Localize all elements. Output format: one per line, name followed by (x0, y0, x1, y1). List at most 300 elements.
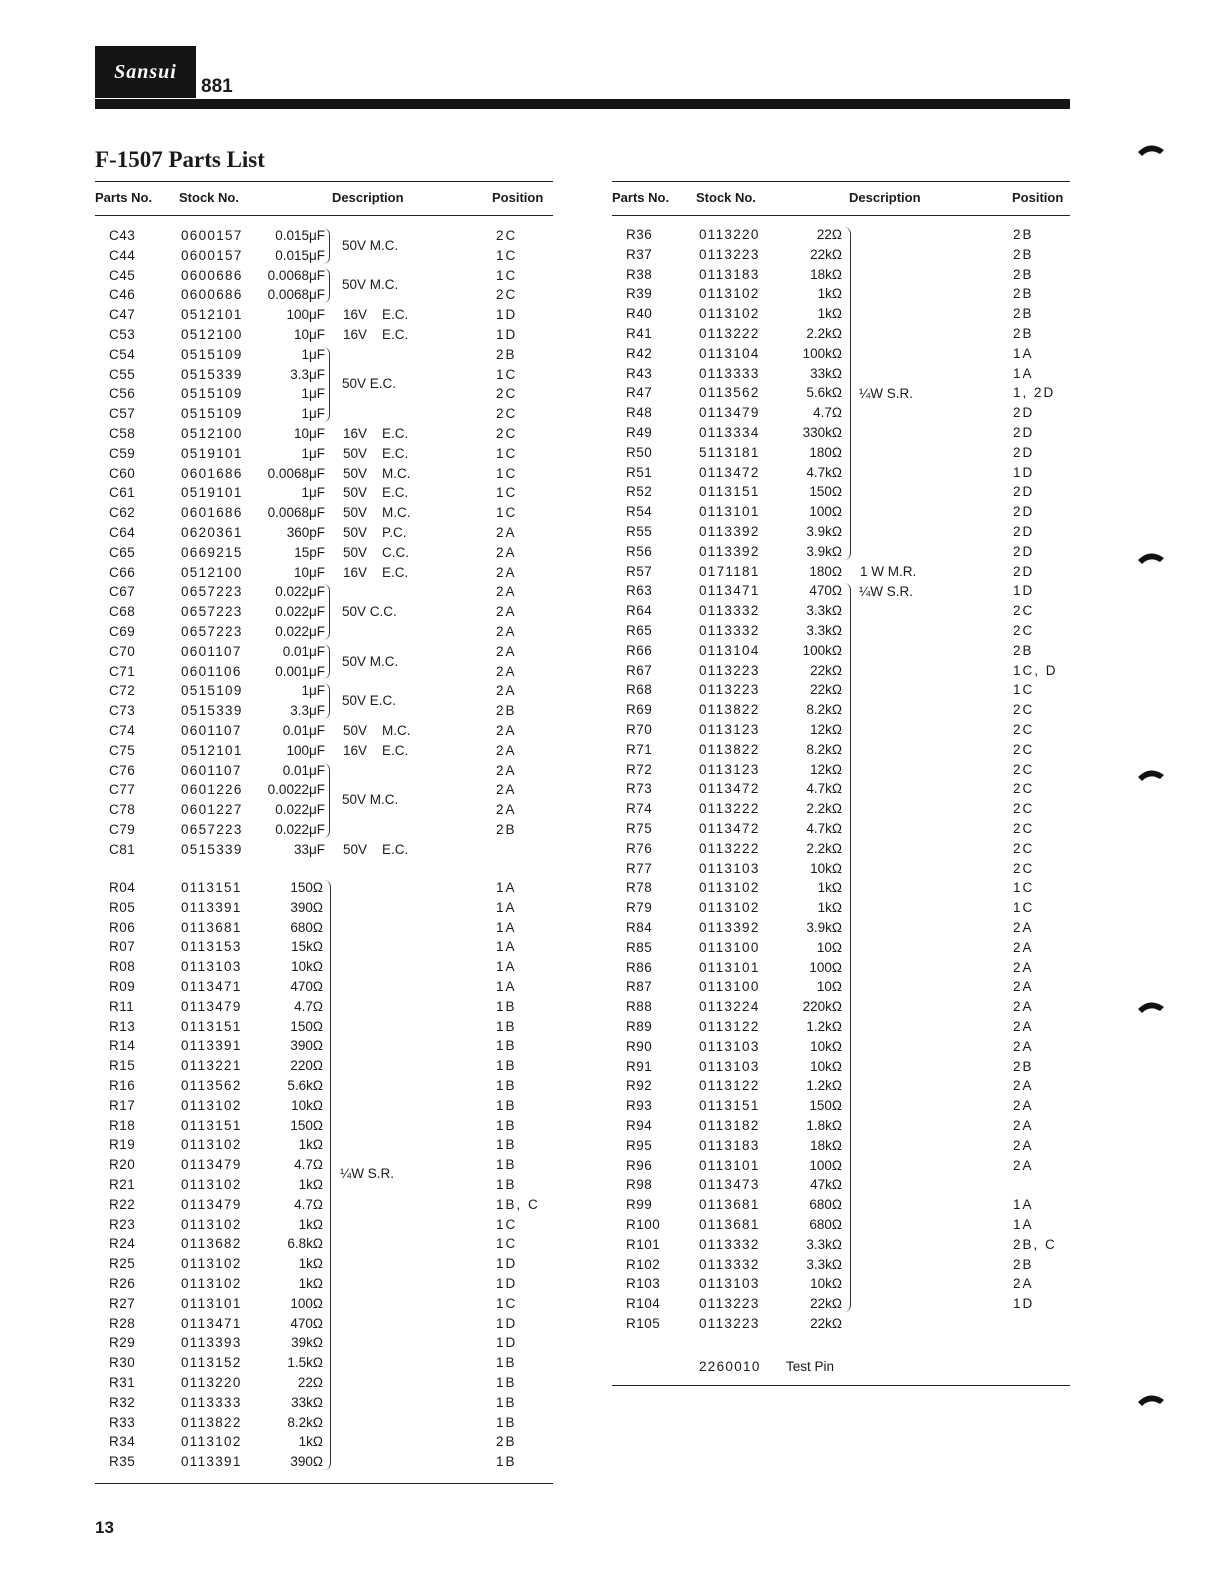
value: 0.015μF (275, 228, 325, 243)
value: 0.0068μF (267, 267, 325, 283)
stock-no: 0113102 (181, 1434, 242, 1450)
stock-no: 0519101 (181, 485, 243, 501)
position: 1B (496, 1394, 517, 1410)
part-no: R09 (109, 979, 136, 994)
table-row (612, 1017, 1070, 1037)
table-row (612, 1255, 1070, 1275)
position: 1B (496, 998, 517, 1014)
stock-no: 0512100 (181, 327, 243, 342)
value: 10kΩ (291, 1097, 323, 1113)
group-brace (323, 880, 331, 1470)
value: 3.3kΩ (806, 1256, 842, 1272)
table-header-rule (95, 215, 553, 216)
position: 2C (1013, 781, 1035, 797)
table-row (612, 1294, 1070, 1314)
position: 2C (1013, 702, 1035, 718)
position: 1C (496, 1236, 518, 1252)
table-row (95, 543, 553, 563)
stock-no: 5113181 (699, 444, 760, 460)
value: 3.3kΩ (806, 623, 842, 638)
brand-name: Sansui (114, 60, 177, 83)
part-no: R98 (626, 1177, 653, 1193)
table-row (612, 601, 1070, 621)
table-row (612, 482, 1070, 502)
position: 2A (1013, 979, 1034, 995)
value: 8.2kΩ (806, 702, 842, 718)
position: 2D (1013, 504, 1035, 520)
position: 2A (496, 782, 517, 798)
position: 2A (1013, 1157, 1034, 1173)
rating: 16V (343, 564, 368, 580)
position: 1B (496, 1414, 517, 1430)
group-brace (321, 228, 330, 264)
position: 1B (496, 1078, 517, 1093)
part-no: C58 (109, 426, 136, 441)
value: 18kΩ (810, 1137, 842, 1153)
table-row (612, 839, 1070, 859)
stock-no: 0512100 (181, 426, 243, 441)
part-no: R04 (109, 880, 136, 895)
stock-no: 0113681 (699, 1197, 760, 1213)
position: 1B (496, 1097, 517, 1113)
part-no: R36 (626, 227, 653, 242)
stock-no: 0113393 (181, 1335, 242, 1351)
table-row (612, 819, 1070, 839)
part-no: R84 (626, 920, 653, 935)
table-header-rule (612, 215, 1070, 216)
part-no: R41 (626, 326, 653, 341)
value: 100Ω (809, 504, 842, 520)
table-row (612, 324, 1070, 344)
part-no: R91 (626, 1058, 653, 1074)
part-no: C76 (109, 762, 136, 778)
table-row (612, 403, 1070, 423)
part-no: R76 (626, 840, 653, 856)
part-no: C55 (109, 366, 136, 382)
part-no: R31 (109, 1375, 136, 1390)
stock-no: 0113333 (699, 365, 760, 381)
left-parts-table (95, 181, 553, 1487)
part-no: R40 (626, 306, 653, 322)
table-row (612, 1116, 1070, 1136)
value: 10μF (293, 327, 325, 342)
part-no: R65 (626, 623, 653, 638)
table-row (612, 898, 1070, 918)
stock-no: 0113332 (699, 1236, 760, 1252)
value: 1kΩ (817, 880, 842, 896)
part-no: R42 (626, 345, 653, 361)
group-label: 50V E.C. (342, 376, 397, 392)
value: 330kΩ (802, 425, 842, 440)
value: 33μF (293, 841, 325, 857)
binder-mark-icon (1136, 140, 1166, 164)
test-pin-row (612, 1357, 1070, 1377)
type: E.C. (382, 841, 409, 857)
rating: 16V (343, 426, 368, 441)
value: 1kΩ (817, 286, 842, 302)
value: 8.2kΩ (806, 741, 842, 757)
position: 1D (1013, 1296, 1035, 1312)
position: 2C (1013, 761, 1035, 777)
position: 2D (1013, 444, 1035, 460)
part-no: R54 (626, 504, 653, 520)
position: 1B (496, 1454, 517, 1470)
stock-no: 0657223 (181, 822, 243, 837)
value: 1kΩ (298, 1177, 323, 1192)
stock-no: 0113102 (181, 1256, 242, 1272)
type: M.C. (382, 723, 411, 738)
position: 2C (496, 426, 518, 441)
stock-no: 0113102 (699, 880, 760, 896)
group-label: ¼W S.R. (859, 386, 914, 402)
stock-no: 0113122 (699, 1078, 760, 1094)
part-no: R66 (626, 642, 653, 658)
stock-no: 0113472 (699, 464, 760, 480)
position: 2A (496, 604, 517, 620)
stock-no: 0113471 (181, 1315, 242, 1331)
stock-no: 0113104 (699, 642, 760, 658)
stock-no: 0620361 (181, 525, 243, 540)
rating: 50V (343, 723, 368, 738)
value: 0.022μF (275, 584, 325, 600)
part-no: C46 (109, 287, 136, 303)
position: 2C (1013, 722, 1035, 737)
value: 2.2kΩ (806, 326, 842, 341)
position: 1C (496, 366, 518, 382)
part-no: R71 (626, 741, 653, 757)
group-label: 50V M.C. (342, 792, 399, 808)
stock-no: 0113223 (699, 682, 760, 698)
position: 2D (1013, 524, 1035, 539)
stock-no: 0601107 (181, 762, 242, 778)
part-no: R29 (109, 1335, 136, 1351)
position: 1A (496, 880, 517, 895)
position: 1B (496, 1355, 517, 1371)
table-row (95, 563, 553, 583)
stock-no: 0113183 (699, 1137, 760, 1153)
stock-no: 0113333 (181, 1394, 242, 1410)
value: 5.6kΩ (806, 385, 842, 401)
value: 47kΩ (810, 1177, 842, 1193)
group-label: 50V C.C. (342, 604, 397, 620)
value: 22kΩ (810, 1316, 842, 1331)
stock-no: 0113101 (699, 1157, 760, 1173)
stock-no: 0515339 (181, 703, 243, 719)
value: 10Ω (816, 979, 842, 995)
inline-rating: 1 W M.R. (860, 563, 917, 579)
table-row (95, 523, 553, 543)
value: 12kΩ (810, 761, 842, 777)
group-brace (321, 347, 330, 422)
part-no: R72 (626, 761, 653, 777)
stock-no: 0113472 (699, 781, 760, 797)
value: 10μF (293, 564, 325, 580)
position: 1, 2D (1013, 385, 1056, 401)
part-no: R55 (626, 524, 653, 539)
group-label: 50V M.C. (342, 653, 399, 669)
stock-no: 0113100 (699, 939, 760, 955)
binder-mark-icon (1136, 548, 1166, 572)
position: 2B (1013, 246, 1034, 262)
stock-no: 0601107 (181, 643, 242, 659)
position: 2B (1013, 286, 1034, 302)
col-description: Description (849, 190, 921, 205)
position: 1B (496, 1117, 517, 1133)
value: 1kΩ (298, 1137, 323, 1153)
position: 2A (1013, 920, 1034, 935)
value: 3.9kΩ (806, 920, 842, 935)
part-no: R34 (109, 1434, 136, 1450)
stock-no: 0113151 (699, 484, 760, 500)
value: 2.2kΩ (806, 801, 842, 817)
table-bottom-rule (612, 1385, 1070, 1386)
value: 10kΩ (810, 1276, 842, 1292)
stock-no: 0113102 (699, 286, 760, 302)
part-no: R07 (109, 939, 136, 955)
position: 1C (1013, 900, 1035, 916)
description: Test Pin (786, 1359, 835, 1374)
value: 2.2kΩ (806, 840, 842, 856)
table-row (612, 383, 1070, 403)
table-row (95, 325, 553, 345)
col-stock-no: Stock No. (179, 190, 239, 205)
value: 1μF (301, 406, 325, 422)
value: 33kΩ (291, 1394, 323, 1410)
position: 2C (496, 386, 518, 402)
stock-no: 0113222 (699, 840, 760, 856)
right-parts-table (612, 181, 1070, 1391)
stock-no: 0601686 (181, 465, 243, 481)
stock-no: 0512101 (181, 742, 243, 758)
value: 4.7Ω (813, 405, 842, 421)
table-row (612, 878, 1070, 898)
part-no: R105 (626, 1316, 661, 1331)
part-no: R101 (626, 1236, 661, 1252)
stock-no: 0515339 (181, 366, 243, 382)
col-parts-no: Parts No. (95, 190, 153, 205)
type: E.C. (382, 564, 409, 580)
value: 180Ω (809, 563, 842, 579)
value: 3.3μF (290, 703, 325, 719)
part-no: R67 (626, 662, 653, 678)
part-no: R37 (626, 246, 653, 262)
part-no: R57 (626, 563, 653, 579)
value: 1kΩ (817, 900, 842, 916)
rating: 16V (343, 742, 368, 758)
group-brace (844, 583, 851, 1312)
table-row (612, 661, 1070, 681)
position: 1C, D (1013, 662, 1058, 678)
part-no: R23 (109, 1216, 136, 1232)
position: 1B (496, 1137, 517, 1153)
part-no: C47 (109, 307, 136, 323)
position: 2B (496, 346, 517, 362)
position: 1C (496, 445, 518, 461)
value: 1.5kΩ (287, 1355, 323, 1371)
value: 1kΩ (817, 306, 842, 322)
stock-no: 0113183 (699, 266, 760, 282)
table-row (612, 1175, 1070, 1195)
table-row (612, 522, 1070, 542)
table-row (612, 463, 1070, 483)
value: 1μF (301, 683, 325, 699)
stock-no: 0113151 (181, 1117, 242, 1133)
value: 8.2kΩ (287, 1414, 323, 1430)
stock-no: 0113822 (699, 702, 760, 718)
stock-no: 0113332 (699, 623, 760, 638)
position: 2A (496, 564, 517, 580)
value: 1μF (301, 485, 325, 501)
table-row (612, 740, 1070, 760)
value: 0.01μF (282, 762, 325, 778)
part-no: C69 (109, 624, 136, 639)
part-no: R94 (626, 1118, 653, 1133)
position: 2A (1013, 1118, 1034, 1133)
col-parts-no: Parts No. (612, 190, 670, 205)
part-no: C60 (109, 465, 136, 481)
stock-no: 0113101 (181, 1295, 242, 1311)
position: 1B (496, 1018, 517, 1034)
position: 1A (1013, 1217, 1034, 1232)
part-no: R86 (626, 959, 653, 975)
stock-no: 0113102 (699, 900, 760, 916)
part-no: R90 (626, 1038, 653, 1054)
part-no: R38 (626, 266, 653, 282)
part-no: C79 (109, 822, 136, 837)
stock-no: 0512101 (181, 307, 243, 323)
stock-no: 0113153 (181, 939, 242, 955)
value: 3.3kΩ (806, 603, 842, 619)
stock-no: 0113220 (699, 227, 760, 242)
part-no: R11 (109, 998, 135, 1014)
type: C.C. (382, 544, 409, 560)
position: 1A (496, 959, 517, 975)
part-no: R18 (109, 1117, 136, 1133)
part-no: C71 (109, 663, 136, 679)
part-no: R32 (109, 1394, 136, 1410)
table-row (95, 464, 553, 484)
rating: 50V (343, 465, 368, 481)
position: 2B (1013, 326, 1034, 341)
position: 2A (1013, 1137, 1034, 1153)
part-no: R100 (626, 1217, 661, 1232)
value: 10μF (293, 426, 325, 441)
value: 22kΩ (810, 682, 842, 698)
position: 1A (1013, 1197, 1034, 1213)
stock-no: 0601227 (181, 802, 243, 818)
position: 2A (496, 624, 517, 639)
type: E.C. (382, 307, 409, 323)
position: 1D (496, 307, 518, 323)
position: 1A (1013, 365, 1034, 381)
part-no: R70 (626, 722, 653, 737)
position: 2D (1013, 563, 1035, 579)
value: 390Ω (290, 1454, 323, 1470)
stock-no: 0113562 (181, 1078, 242, 1093)
table-row (612, 1215, 1070, 1235)
stock-no: 0113103 (699, 1058, 760, 1074)
part-no: R79 (626, 900, 653, 916)
value: 0.015μF (275, 247, 325, 263)
stock-no: 0113473 (699, 1177, 760, 1193)
group-label: ¼W S.R. (859, 584, 914, 600)
value: 3.3μF (290, 366, 325, 382)
stock-no: 0113102 (181, 1137, 242, 1153)
part-no: R102 (626, 1256, 661, 1272)
value: 39kΩ (291, 1335, 323, 1351)
position: 2B (496, 822, 517, 837)
value: 1.2kΩ (806, 1019, 842, 1034)
table-bottom-rule (95, 1483, 553, 1484)
part-no: R50 (626, 444, 653, 460)
part-no: R92 (626, 1078, 653, 1094)
value: 10Ω (816, 939, 842, 955)
part-no: R14 (109, 1038, 136, 1054)
table-row (95, 305, 553, 325)
part-no: R89 (626, 1019, 653, 1034)
part-no: C54 (109, 346, 136, 362)
part-no: R88 (626, 999, 653, 1015)
group-brace (321, 644, 330, 680)
value: 1μF (301, 386, 325, 402)
part-no: R78 (626, 880, 653, 896)
stock-no: 0515339 (181, 841, 243, 857)
rating: 50V (343, 525, 368, 540)
stock-no: 0113681 (181, 919, 242, 935)
position: 2A (1013, 1019, 1034, 1034)
part-no: R87 (626, 979, 653, 995)
position: 2A (496, 742, 517, 758)
value: 4.7Ω (294, 998, 323, 1014)
stock-no: 0113122 (699, 1019, 760, 1034)
position: 2A (496, 525, 517, 540)
part-no: R95 (626, 1137, 653, 1153)
part-no: R30 (109, 1355, 136, 1371)
part-no: C78 (109, 802, 136, 818)
stock-no: 0669215 (181, 544, 243, 560)
table-row (95, 483, 553, 503)
part-no: R51 (626, 464, 653, 480)
part-no: R27 (109, 1295, 136, 1311)
position: 1B, C (496, 1196, 540, 1212)
table-row (612, 997, 1070, 1017)
part-no: R33 (109, 1414, 136, 1430)
value: 3.9kΩ (806, 543, 842, 559)
part-no: C57 (109, 406, 136, 422)
position: 2B (1013, 1058, 1034, 1074)
position: 2C (1013, 840, 1035, 856)
stock-no: 0512100 (181, 564, 243, 580)
position: 2B (1013, 227, 1034, 242)
part-no: C56 (109, 386, 136, 402)
table-row (612, 859, 1070, 879)
type: E.C. (382, 426, 409, 441)
value: 4.7Ω (294, 1157, 323, 1173)
value: 10kΩ (810, 1038, 842, 1054)
col-description: Description (332, 190, 404, 205)
value: 680Ω (809, 1197, 842, 1213)
stock-no: 0113562 (699, 385, 760, 401)
value: 4.7Ω (294, 1196, 323, 1212)
part-no: R19 (109, 1137, 136, 1153)
position: 2C (1013, 801, 1035, 817)
part-no: R49 (626, 425, 653, 440)
value: 4.7kΩ (806, 781, 842, 797)
table-row (612, 542, 1070, 562)
table-row (612, 621, 1070, 641)
position: 2D (1013, 543, 1035, 559)
part-no: R20 (109, 1157, 136, 1173)
